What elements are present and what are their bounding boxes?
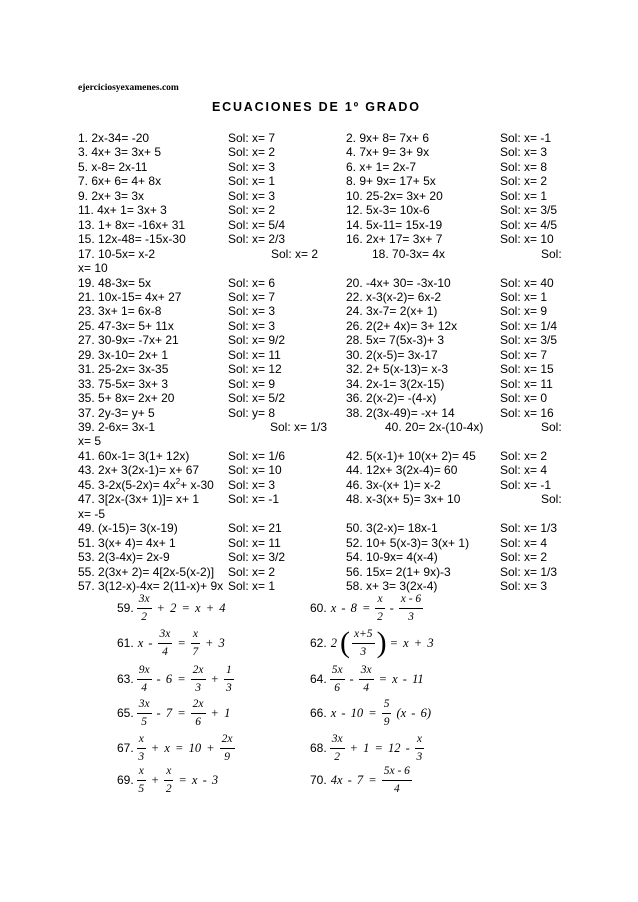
fraction [415, 733, 424, 764]
math-text: 2 [330, 635, 337, 650]
fraction-denominator: 3 [138, 750, 145, 763]
fraction [224, 664, 234, 695]
solution-right: Sol: x= 2 [500, 448, 548, 463]
equation-text: 35. 5+ 8x= 2x+ 20 [78, 391, 175, 406]
equation-text: 5. x-8= 2x-11 [78, 159, 148, 174]
exercise-equation-right: 14. 5x-11= 15x-19 [346, 217, 443, 232]
fraction [191, 698, 206, 729]
exercise-equation-left [78, 333, 179, 347]
solution-left: Sol: x= 2 [228, 564, 276, 579]
exercise-row [0, 174, 638, 188]
math-text: - 7 = [156, 705, 186, 720]
solution-left: Sol: x= 3 [228, 159, 276, 174]
solution-left: Sol: x= 9/2 [228, 333, 286, 348]
fraction [137, 664, 152, 695]
fraction-denominator: 9 [383, 715, 390, 728]
fraction [164, 765, 173, 796]
fraction-denominator: 3 [195, 681, 201, 694]
solution-right: Sol: x= 4 [500, 535, 548, 550]
fraction-denominator: 5 [141, 715, 147, 728]
fraction [399, 593, 423, 624]
solution-right: Sol: x= 4/5 [500, 217, 558, 232]
fraction-numerator: x [415, 733, 424, 749]
fraction [359, 664, 374, 695]
exercise-row [0, 319, 638, 333]
fraction-numerator: 3x [330, 733, 345, 749]
equation-text: 55. 2(3x+ 2)= 4[2x-5(x-2)] [78, 564, 215, 579]
math-text: x - [137, 635, 153, 650]
exercise-equation-left [78, 362, 168, 376]
exercise-row [0, 218, 638, 232]
exercise-equation-left [78, 247, 155, 261]
exercise-equation-right: 28. 5x= 7(5x-3)+ 3 [346, 333, 445, 348]
equation-number: 70. [310, 773, 327, 787]
math-text: + 1 = 12 - [349, 740, 410, 755]
exercise-equation-right: 48. x-3(x+ 5)= 3x+ 10 [346, 492, 461, 507]
fraction-equation [310, 760, 414, 800]
equation-text: 37. 2y-3= y+ 5 [78, 405, 155, 420]
equation-number: 63. [117, 672, 134, 686]
solution-right: Sol: x= 3 [500, 145, 548, 160]
solution-right: Sol: [541, 420, 562, 434]
exercise-equation-left [78, 377, 168, 391]
exercise-equation-left [78, 276, 151, 290]
solution-left: Sol: x= 1/3 [270, 420, 328, 434]
exercise-equation-left [78, 232, 186, 246]
fraction-denominator: 3 [360, 645, 367, 658]
exercise-row [0, 131, 638, 145]
solution-left: Sol: x= 2 [271, 246, 319, 261]
exercise-row [0, 565, 638, 579]
exercise-equation-left [78, 304, 161, 318]
exercise-equation-left [78, 536, 176, 550]
exercise-equation-left [78, 261, 108, 275]
fraction-equation [310, 693, 434, 733]
exercise-equation-right: 10. 25-2x= 3x+ 20 [346, 188, 443, 203]
exercise-equation-right: 22. x-3(x-2)= 6x-2 [346, 289, 442, 304]
math-text: = [177, 635, 186, 650]
fraction-denominator: 7 [192, 645, 199, 658]
fraction [137, 765, 146, 796]
equation-text: 19. 48-3x= 5x [78, 275, 152, 290]
equation-text: 51. 3(x+ 4)= 4x+ 1 [78, 535, 176, 550]
solution-right: Sol: x= 1 [500, 188, 548, 203]
exercise-equation-right: 34. 2x-1= 3(2x-15) [346, 376, 445, 391]
exercise-row [0, 420, 638, 434]
fraction [137, 733, 146, 764]
math-text: (x - 6) [396, 705, 432, 720]
exercise-row [0, 521, 638, 535]
solution-left: Sol: x= 7 [228, 131, 276, 145]
fraction [191, 664, 206, 695]
solution-left: Sol: x= 11 [228, 535, 281, 550]
fraction-numerator: 1 [224, 664, 234, 680]
equation-text: 3. 4x+ 3= 3x+ 5 [78, 145, 162, 160]
fraction-denominator: 3 [225, 681, 232, 694]
math-text: x - 8 = [330, 600, 371, 615]
solution-left: Sol: x= 9 [228, 376, 276, 391]
exercise-equation-left [78, 160, 147, 174]
exercise-row [0, 203, 638, 217]
exercise-row [0, 189, 638, 203]
solution-right: Sol: x= 2 [500, 550, 548, 565]
solution-left: Sol: x= 7 [228, 289, 276, 304]
exercise-equation-right: 50. 3(2-x)= 18x-1 [346, 521, 438, 536]
exercise-equation-left [78, 420, 155, 434]
solution-left: Sol: y= 8 [228, 405, 276, 420]
exercise-equation-right: 24. 3x-7= 2(x+ 1) [346, 304, 438, 319]
solution-left: Sol: x= 1/6 [228, 448, 286, 463]
fraction-numerator: x [164, 765, 173, 781]
fraction-equation [117, 760, 221, 800]
fraction [137, 698, 152, 729]
equation-text: 17. 10-5x= x-2 [78, 246, 156, 261]
fraction-denominator: 5 [138, 782, 145, 795]
fraction-equation [310, 623, 437, 663]
exercise-row [0, 261, 638, 275]
solution-left: Sol: x= 5/4 [228, 217, 286, 232]
fraction-denominator: 2 [377, 610, 383, 623]
exercise-row [0, 348, 638, 362]
solution-left: Sol: x= 2 [228, 203, 276, 218]
math-text: = x + 3 [389, 635, 434, 650]
exercise-row [0, 536, 638, 550]
fraction [137, 593, 152, 624]
equation-text: x= 5 [78, 434, 102, 449]
exercise-row [0, 406, 638, 420]
exercise-row [0, 232, 638, 246]
solution-right: Sol: x= 4 [500, 463, 548, 478]
equation-text: 1. 2x-34= -20 [78, 131, 150, 145]
exercise-equation-right: 58. x+ 3= 3(2x-4) [346, 578, 438, 593]
solution-left: Sol: x= 6 [228, 275, 276, 290]
equation-number: 66. [310, 706, 327, 720]
fraction-numerator: 5 [382, 698, 392, 714]
exercise-equation-right: 20. -4x+ 30= -3x-10 [346, 275, 451, 290]
fraction-equation [117, 693, 233, 733]
exercise-row [0, 449, 638, 463]
fraction-numerator: x - 6 [399, 593, 423, 609]
exercise-equation-right: 4. 7x+ 9= 3+ 9x [346, 145, 430, 160]
equation-text: 21. 10x-15= 4x+ 27 [78, 289, 182, 304]
exercise-row [0, 507, 638, 521]
equation-number: 61. [117, 636, 134, 650]
exercise-equation-right: 44. 12x+ 3(2x-4)= 60 [346, 463, 458, 478]
exercise-equation-left [78, 174, 161, 188]
exercise-equation-left [78, 203, 167, 217]
solution-right: Sol: x= 3/5 [500, 203, 558, 218]
exercise-equation-left [78, 145, 161, 159]
solution-right: Sol: x= 40 [500, 275, 554, 290]
exercise-equation-left [78, 434, 101, 448]
fraction-equation [117, 588, 229, 628]
exercise-row [0, 333, 638, 347]
fraction-denominator: 4 [141, 681, 147, 694]
math-text: + [150, 772, 160, 787]
solution-left: Sol: x= 2 [228, 145, 276, 160]
solution-left: Sol: x= 3 [228, 188, 276, 203]
fraction-numerator: 2x [191, 698, 206, 714]
exercise-equation-left [78, 449, 189, 463]
equation-text: 39. 2-6x= 3x-1 [78, 420, 156, 434]
equation-number: 60. [310, 601, 327, 615]
exercise-equation-right: 56. 15x= 2(1+ 9x)-3 [346, 564, 451, 579]
fraction-denominator: 3 [416, 750, 423, 763]
fraction [330, 664, 345, 695]
solution-left: Sol: x= 10 [228, 463, 282, 478]
fraction-numerator: 3x [137, 593, 152, 609]
exercise-equation-right: 30. 2(x-5)= 3x-17 [346, 347, 438, 362]
fraction-denominator: 6 [195, 715, 201, 728]
fraction [382, 765, 412, 796]
equation-text: 25. 47-3x= 5+ 11x [78, 318, 174, 333]
fraction [352, 628, 375, 659]
equation-number: 67. [117, 741, 134, 755]
fraction-numerator: 2x [191, 664, 206, 680]
solution-left: Sol: x= 1 [228, 174, 276, 189]
fraction-denominator: 4 [363, 681, 370, 694]
solution-right: Sol: x= 7 [500, 347, 548, 362]
equation-text: 23. 3x+ 1= 6x-8 [78, 304, 162, 319]
exercise-equation-right: 2. 9x+ 8= 7x+ 6 [346, 131, 430, 145]
exercise-row [0, 434, 638, 448]
big-parenthesis: ( [339, 626, 350, 659]
solution-left: Sol: x= 1 [228, 578, 276, 593]
solution-right: Sol: x= 8 [500, 159, 548, 174]
equation-text: 43. 2x+ 3(2x-1)= x+ 67 [78, 463, 200, 478]
fraction-numerator: x+5 [352, 628, 375, 644]
fraction-denominator: 9 [224, 750, 230, 763]
exercise-equation-left [78, 319, 174, 333]
math-text: - [389, 600, 394, 615]
fraction-numerator: 2x [220, 733, 235, 749]
equation-text: x= -5 [78, 506, 106, 521]
exercise-equation-left [78, 521, 178, 535]
exercise-equation-right: 8. 9+ 9x= 17+ 5x [346, 174, 436, 189]
fraction [375, 593, 384, 624]
exercise-row [0, 463, 638, 477]
exercise-row [0, 362, 638, 376]
equation-number: 69. [117, 773, 134, 787]
equation-text: 7. 6x+ 6= 4+ 8x [78, 174, 162, 189]
worksheet-title: ECUACIONES DE 1º GRADO [212, 100, 421, 114]
solution-right: Sol: [541, 246, 562, 261]
exercise-equation-right: 12. 5x-3= 10x-6 [346, 203, 430, 218]
equation-text: 33. 75-5x= 3x+ 3 [78, 376, 169, 391]
solution-right: Sol: x= -1 [500, 477, 552, 492]
exercise-row [0, 478, 638, 492]
equation-text: 15. 12x-48= -15x-30 [78, 232, 186, 247]
exercise-equation-right: 46. 3x-(x+ 1)= x-2 [346, 477, 441, 492]
solution-left: Sol: x= 11 [228, 347, 281, 362]
fraction-equation [310, 588, 425, 628]
solution-left: Sol: x= 5/2 [228, 391, 286, 406]
solution-right: Sol: x= 2 [500, 174, 548, 189]
solution-right: Sol: x= 9 [500, 304, 548, 319]
fraction-numerator: 3x [137, 698, 152, 714]
equation-text: 41. 60x-1= 3(1+ 12x) [78, 448, 190, 463]
fraction-numerator: 9x [137, 664, 152, 680]
exercise-equation-right: 6. x+ 1= 2x-7 [346, 159, 417, 174]
exercise-row [0, 391, 638, 405]
math-text: + 1 [210, 705, 231, 720]
exercise-equation-left [78, 492, 199, 506]
solution-right: Sol: x= 1/4 [500, 318, 558, 333]
equation-text: 11. 4x+ 1= 3x+ 3 [78, 203, 167, 218]
fraction-denominator: 6 [334, 681, 340, 694]
fraction-numerator: x [375, 593, 384, 609]
solution-right: Sol: x= 10 [500, 232, 554, 247]
solution-left: Sol: x= 2/3 [228, 232, 286, 247]
fraction-numerator: 5x - 6 [382, 765, 412, 781]
fraction-numerator: x [137, 765, 146, 781]
fraction-numerator: 3x [158, 628, 173, 644]
exercise-equation-left [78, 406, 155, 420]
equation-number: 65. [117, 706, 134, 720]
exercise-equation-right: 18. 70-3x= 4x [372, 246, 446, 261]
fraction [191, 628, 200, 659]
equation-text: 13. 1+ 8x= -16x+ 31 [78, 217, 186, 232]
math-text: + x = 10 + [150, 740, 215, 755]
exercise-row [0, 492, 638, 506]
solution-left: Sol: x= 3 [228, 477, 276, 492]
fraction-denominator: 3 [408, 610, 414, 623]
equation-text: 49. (x-15)= 3(x-19) [78, 521, 178, 536]
fraction-denominator: 2 [141, 610, 147, 623]
fraction [330, 733, 345, 764]
exercise-equation-left [78, 290, 181, 304]
fraction-denominator: 4 [162, 645, 168, 658]
math-text: + 2 = x + 4 [156, 600, 226, 615]
exercise-row [0, 276, 638, 290]
fraction-numerator: x [191, 628, 200, 644]
exercise-equation-right: 32. 2+ 5(x-13)= x-3 [346, 362, 449, 377]
exercise-equation-left [78, 189, 144, 203]
solution-left: Sol: x= 3 [228, 304, 276, 319]
equation-number: 59. [117, 601, 134, 615]
solution-left: Sol: x= 3 [228, 318, 276, 333]
exercise-equation-left [78, 507, 105, 521]
equation-text: 27. 30-9x= -7x+ 21 [78, 333, 179, 348]
solution-right: Sol: x= 1/3 [500, 564, 558, 579]
exercise-equation-right: 54. 10-9x= 4(x-4) [346, 550, 438, 565]
solution-right: Sol: x= 3/5 [500, 333, 558, 348]
exercise-equation-right: 38. 2(3x-49)= -x+ 14 [346, 405, 455, 420]
exercise-row [0, 377, 638, 391]
exercise-row [0, 145, 638, 159]
solution-right: Sol: x= 3 [500, 578, 548, 593]
equation-number: 64. [310, 672, 327, 686]
exercise-row [0, 160, 638, 174]
equation-number: 62. [310, 636, 327, 650]
fraction-equation [117, 623, 228, 663]
exercise-row [0, 550, 638, 564]
math-text: + 3 [204, 635, 225, 650]
exercise-equation-left [78, 478, 214, 492]
solution-left: Sol: x= 21 [228, 521, 282, 536]
equation-text: 47. 3[2x-(3x+ 1)]= x+ 1 [78, 492, 200, 507]
equation-text: 31. 25-2x= 3x-35 [78, 362, 169, 377]
fraction-denominator: 2 [165, 782, 172, 795]
exercise-equation-left [78, 550, 170, 564]
exercise-list [0, 131, 638, 601]
equation-number: 68. [310, 741, 327, 755]
exercise-equation-right: 40. 20= 2x-(10-4x) [385, 420, 484, 434]
equation-text: 9. 2x+ 3= 3x [78, 188, 145, 203]
exercise-row [0, 304, 638, 318]
math-text: x - 10 = [330, 705, 377, 720]
solution-left: Sol: x= -1 [228, 492, 280, 507]
solution-right: Sol: x= -1 [500, 131, 552, 145]
solution-right: Sol: x= 16 [500, 405, 554, 420]
fraction [220, 733, 235, 764]
fraction-numerator: 3x [359, 664, 374, 680]
fraction [158, 628, 173, 659]
equation-text: 29. 3x-10= 2x+ 1 [78, 347, 169, 362]
exercise-row [0, 290, 638, 304]
exercise-equation-left [78, 218, 185, 232]
solution-right: Sol: [541, 492, 562, 507]
equation-text: 53. 2(3-4x)= 2x-9 [78, 550, 170, 565]
exercise-equation-left [78, 463, 199, 477]
solution-right: Sol: x= 0 [500, 391, 548, 406]
exercise-equation-right: 36. 2(x-2)= -(4-x) [346, 391, 437, 406]
solution-right: Sol: x= 1 [500, 289, 548, 304]
equation-text: 45. 3-2x(5-2x)= 4x [78, 477, 176, 492]
exercise-equation-right: 42. 5(x-1)+ 10(x+ 2)= 45 [346, 448, 476, 463]
equation-text: 57. 3(12-x)-4x= 2(11-x)+ 9x [78, 578, 224, 593]
fraction-denominator: 4 [393, 782, 400, 795]
equation-text-tail: + x-30 [180, 477, 214, 492]
exercise-equation-left [78, 565, 214, 579]
math-text: = x - 3 [178, 772, 219, 787]
math-text: - 6 = [156, 671, 186, 686]
math-text: = x - 11 [378, 671, 424, 686]
math-text: - [349, 671, 354, 686]
exercise-equation-right: 26. 2(2+ 4x)= 3+ 12x [346, 318, 458, 333]
math-text: + [210, 671, 219, 686]
solution-left: Sol: x= 3/2 [228, 550, 286, 565]
exercise-equation-right: 16. 2x+ 17= 3x+ 7 [346, 232, 443, 247]
solution-right: Sol: x= 11 [500, 376, 553, 391]
big-parenthesis: ) [376, 626, 387, 659]
solution-right: Sol: x= 15 [500, 362, 554, 377]
site-name: ejerciciosyexamenes.com [78, 83, 179, 93]
exercise-equation-right: 52. 10+ 5(x-3)= 3(x+ 1) [346, 535, 470, 550]
exercise-equation-left [78, 348, 168, 362]
equation-text: x= 10 [78, 261, 108, 276]
fraction-denominator: 2 [334, 750, 340, 763]
fraction-numerator: 5x [330, 664, 345, 680]
fraction-numerator: x [137, 733, 146, 749]
exponent: 2 [175, 476, 181, 486]
solution-right: Sol: x= 1/3 [500, 521, 558, 536]
math-text: 4x - 7 = [330, 772, 377, 787]
fraction [382, 698, 392, 729]
solution-left: Sol: x= 12 [228, 362, 282, 377]
exercise-equation-left [78, 131, 149, 145]
exercise-row [0, 247, 638, 261]
exercise-equation-left [78, 391, 174, 405]
